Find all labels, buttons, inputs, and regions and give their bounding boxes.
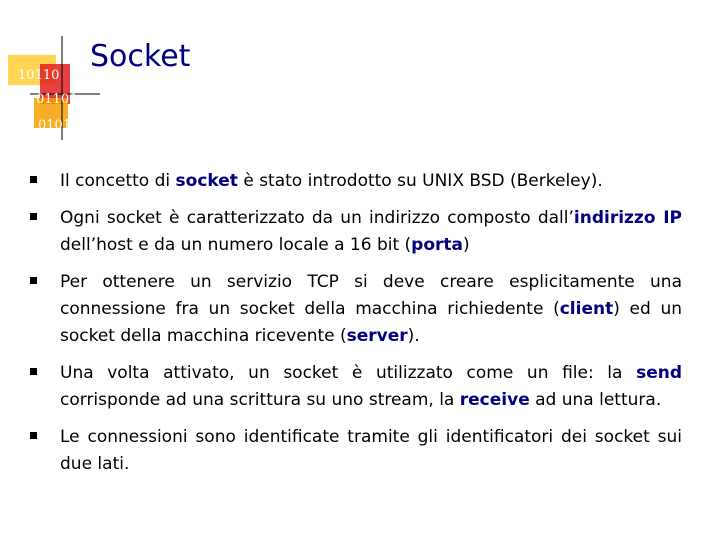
highlighted-term: indirizzo IP [573,208,682,228]
text-segment: ad una lettura. [529,390,662,410]
highlighted-term: server [346,326,408,346]
highlighted-term: socket [175,171,238,191]
text-segment: corrisponde ad una scrittura su uno stream, la [60,390,460,410]
bullet-text [60,168,682,195]
bullet-item [30,269,682,350]
text-segment: ) [463,235,470,255]
bullet-marker-icon [30,368,37,375]
logo-line-1: 10110 [18,68,60,83]
binary-logo-graphic [0,0,100,140]
bullet-item [30,424,682,478]
logo-line-2: 01100 [36,92,78,107]
highlighted-term: send [636,363,682,383]
bullet-marker-icon [30,277,37,284]
highlighted-term: client [559,299,614,319]
text-segment: Una volta attivato, un socket è utilizzato come un file: la [60,363,637,383]
bullet-text [60,205,682,259]
highlighted-term: porta [411,235,464,255]
bullet-text [60,269,682,350]
bullet-text [60,360,682,414]
bullet-marker-icon [30,432,37,439]
text-segment: ). [407,326,420,346]
bullet-item [30,360,682,414]
text-segment: Ogni socket è caratterizzato da un indirizzo composto dall’ [60,208,574,228]
text-segment: Il concetto di [60,171,176,191]
bullet-text [60,424,682,478]
bullet-item [30,168,682,195]
text-segment: ) ed un socket della macchina ricevente ( [60,299,682,346]
bullet-marker-icon [30,176,37,183]
bullet-marker-icon [30,213,37,220]
text-segment: è stato introdotto su UNIX BSD (Berkeley). [237,171,603,191]
text-segment: Per ottenere un servizio TCP si deve creare esplicitamente una connessione fra un socket della macchina richiedente ( [60,272,682,319]
logo-line-3: 01011 [38,118,80,133]
bullet-item [30,205,682,259]
bullet-list [30,168,682,488]
text-segment: dell’host e da un numero locale a 16 bit ( [60,235,412,255]
highlighted-term: receive [459,390,530,410]
text-segment: Le connessioni sono identificate tramite gli identificatori dei socket sui due lati. [60,427,682,474]
slide-title: Socket [90,39,191,74]
binary-logo [0,0,100,140]
